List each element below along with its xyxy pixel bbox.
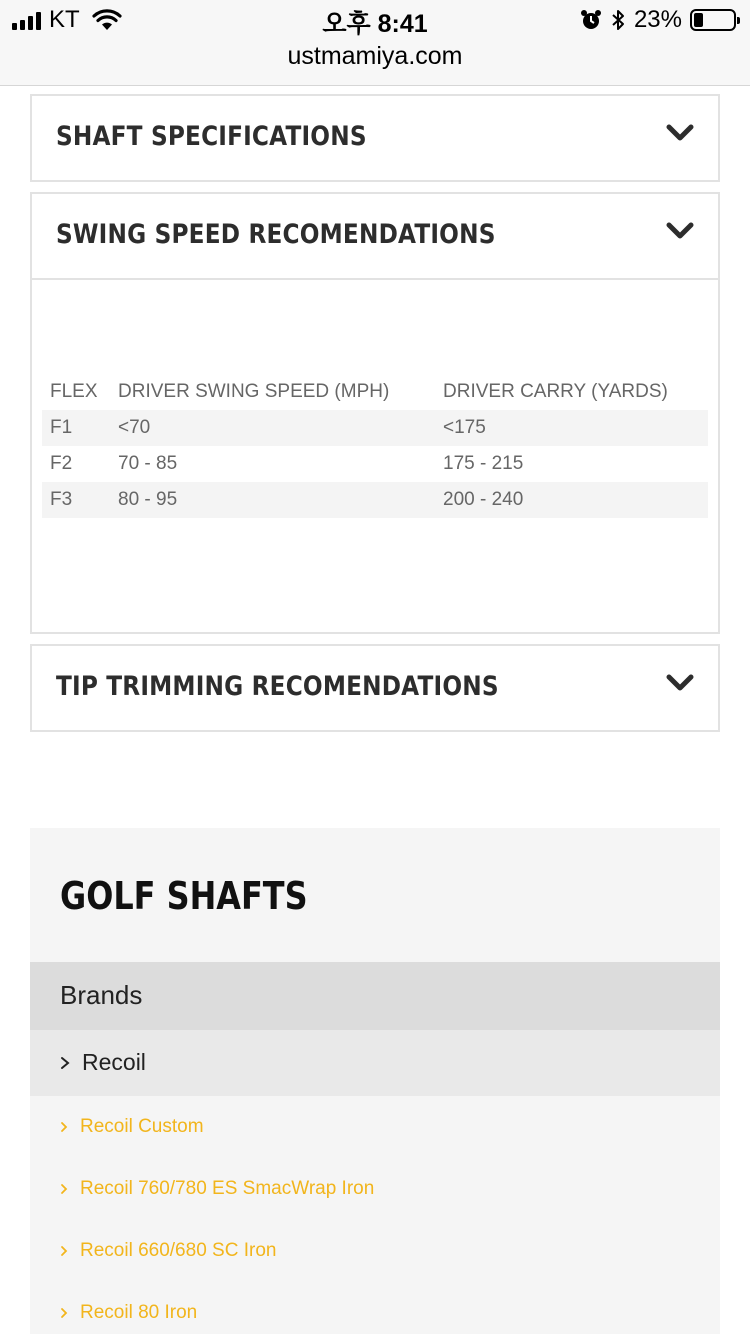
swing-speed-cell: 70 - 85 (118, 453, 178, 474)
shaft-link-recoil-custom[interactable] (30, 1108, 720, 1148)
carry-cell: 175 - 215 (443, 453, 524, 474)
column-header-swing-speed: DRIVER SWING SPEED (MPH) (118, 381, 390, 402)
carry-cell: <175 (443, 410, 708, 446)
battery-icon (690, 9, 736, 31)
chevron-down-icon[interactable] (666, 122, 694, 144)
shaft-link-label[interactable]: Recoil 760/780 ES SmacWrap Iron (80, 1178, 375, 1199)
brand-label: Recoil (82, 1049, 146, 1075)
accordion-header[interactable] (32, 646, 718, 730)
accordion-title: SWING SPEED RECOMENDATIONS (56, 219, 496, 250)
alarm-icon (580, 9, 602, 31)
shaft-link-recoil-660-680[interactable] (30, 1232, 720, 1272)
status-bar (0, 0, 750, 40)
carry-cell: 200 - 240 (443, 482, 708, 518)
chevron-down-icon[interactable] (666, 672, 694, 694)
column-header-carry: DRIVER CARRY (YARDS) (443, 381, 668, 402)
bluetooth-icon (610, 8, 626, 32)
accordion-swing-speed (30, 192, 720, 634)
accordion-header[interactable] (32, 194, 718, 278)
carrier-label: KT (49, 6, 80, 33)
clock: 오후 8:41 (322, 10, 428, 38)
accordion-shaft-specifications (30, 94, 720, 182)
shaft-link-recoil-760-780[interactable] (30, 1170, 720, 1210)
accordion-title: SHAFT SPECIFICATIONS (56, 121, 367, 152)
status-right (580, 6, 736, 34)
brand-item-recoil[interactable] (30, 1030, 720, 1096)
accordion-title: TIP TRIMMING RECOMENDATIONS (56, 671, 499, 702)
table-header-row (42, 374, 708, 410)
table-row (42, 446, 708, 482)
flex-cell: F1 (42, 410, 118, 446)
shaft-link-label[interactable]: Recoil 660/680 SC Iron (80, 1240, 277, 1261)
chevron-right-icon (60, 1121, 68, 1133)
battery-percent: 23% (633, 6, 682, 33)
swing-speed-table (42, 374, 708, 518)
brands-label: Brands (60, 980, 143, 1010)
flex-cell: F2 (50, 453, 73, 474)
shaft-link-recoil-80-iron[interactable] (30, 1294, 720, 1334)
url-text[interactable]: ustmamiya.com (287, 42, 463, 70)
chevron-right-icon (60, 1056, 70, 1070)
chevron-right-icon (60, 1307, 68, 1319)
accordion-body (32, 278, 718, 632)
flex-cell: F3 (42, 482, 118, 518)
battery-fill (694, 13, 703, 27)
chevron-right-icon (60, 1245, 68, 1257)
accordion-tip-trimming (30, 644, 720, 732)
golf-shafts-title: GOLF SHAFTS (60, 874, 308, 918)
shaft-link-label[interactable]: Recoil Custom (80, 1116, 204, 1137)
shaft-link-label[interactable]: Recoil 80 Iron (80, 1302, 198, 1323)
swing-speed-cell: 80 - 95 (118, 482, 443, 518)
accordion-header[interactable] (32, 96, 718, 180)
chevron-right-icon (60, 1183, 68, 1195)
table-row (42, 482, 708, 518)
swing-speed-cell: <70 (118, 410, 443, 446)
column-header-flex: FLEX (50, 381, 98, 402)
brands-header[interactable] (30, 962, 720, 1030)
golf-shafts-sidebar (30, 828, 720, 1334)
table-row (42, 410, 708, 446)
address-bar[interactable] (0, 40, 750, 86)
chevron-down-icon[interactable] (666, 220, 694, 242)
